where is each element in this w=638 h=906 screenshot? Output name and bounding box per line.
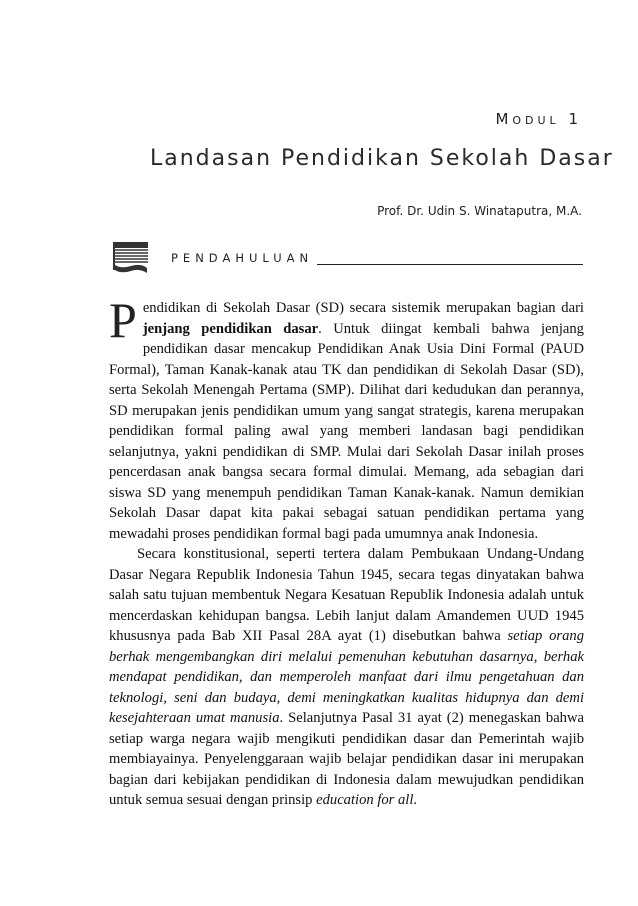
paragraph-1	[109, 292, 584, 544]
paragraph-2	[109, 544, 584, 811]
author-name: Prof. Dr. Udin S. Winataputra, M.A.	[377, 204, 582, 218]
body-text	[109, 292, 584, 811]
book-icon	[111, 238, 151, 276]
section-header	[111, 238, 583, 280]
page-title: Landasan Pendidikan Sekolah Dasar	[150, 146, 614, 171]
paragraph-1-text: endidikan di Sekolah Dasar (SD) secara sistemik merupakan bagian dari	[142, 300, 584, 316]
paragraph-2-start: Secara konstitusional, seperti tertera dalam Pembukaan Undang-Undang Dasar Negara Republik Indonesia Tahun 1945, secara tegas dinyatakan bahwa salah satu tujuan membentuk Negara Kesatuan Republik Indonesia adalah untuk mencerdaskan kehidupan bangsa. Lebih lanjut dalam Amandemen UUD 1945 khususnya pada Bab XII Pasal 28A ayat (1) disebutkan bahwa	[109, 546, 584, 644]
paragraph-2-italic: setiap orang berhak mengembangkan diri melalui pemenuhan kebutuhan dasarnya, berhak mendapat pendidikan, dan memperoleh manfaat dari ilmu pengetahuan dan teknologi, seni dan budaya, demi meningkatkan kualitas hidupnya dan demi kesejahteraan umat manusia	[109, 628, 584, 726]
drop-cap: P	[109, 292, 137, 348]
paragraph-2-end: .	[413, 792, 418, 808]
paragraph-1-tail: . Untuk diingat kembali bahwa jenjang pendidikan dasar mencakup Pendidikan Anak Usia Dini Formal (PAUD Formal), Taman Kanak-kanak atau TK dan pendidikan di Sekolah Dasar (SD), serta Sekolah Menengah Pertama (SMP). Dilihat dari kedudukan dan perannya, SD merupakan jenis pendidikan umum yang sangat strategis, karena merupakan pendidikan formal paling awal yang memberi landasan bagi pendidikan selanjutnya, yakni pendidikan di SMP. Mulai dari Sekolah Dasar inilah proses pencerdasan anak bangsa secara formal dimulai. Memang, ada sebagian dari siswa SD yang menempuh pendidikan Taman Kanak-kanak. Namun demikian Sekolah Dasar dapat kita pakai sebagai satuan pendidikan pertama yang mewadahi proses pendidikan formal bagi pada umumnya anak Indonesia.	[109, 320, 584, 542]
section-rule	[317, 264, 583, 265]
paragraph-1-bold: jenjang pendidikan dasar	[142, 320, 319, 337]
paragraph-2-mid: . Selanjutnya Pasal 31 ayat (2) menegaskan bahwa setiap warga negara wajib mengikuti pendidikan dasar dan Pemerintah wajib membiayainya. Penyelenggaraan wajib belajar pendidikan dasar ini merupakan bagian dari kebijakan pendidikan di Indonesia dalam mewujudkan pendidikan untuk semua sesuai dengan prinsip	[109, 710, 584, 808]
section-label: PENDAHULUAN	[171, 251, 314, 265]
paragraph-2-italic-2: education for all	[316, 792, 414, 808]
module-number: Modul 1	[495, 110, 582, 128]
